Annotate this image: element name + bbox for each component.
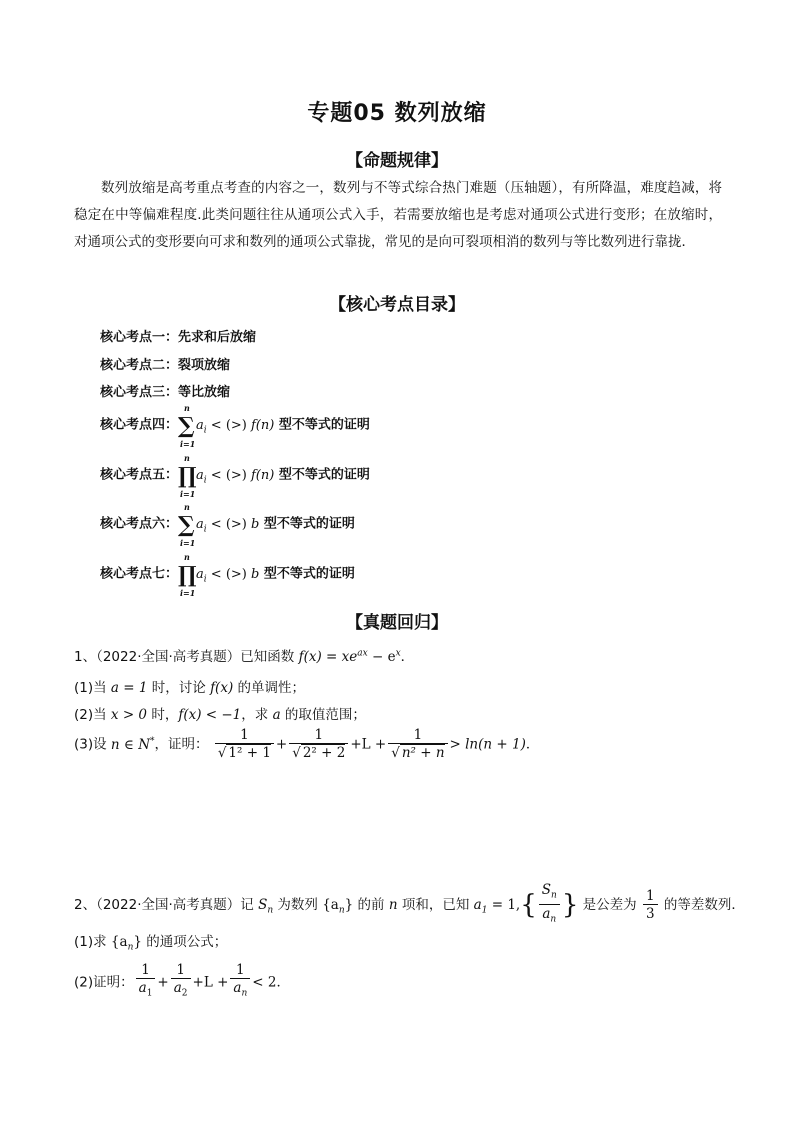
sum-symbol: ∑ — [178, 413, 195, 439]
toc-text: 等比放缩 — [178, 385, 231, 400]
toc-text: 型不等式的证明 — [259, 566, 355, 582]
sum-symbol: ∑ — [178, 512, 195, 538]
toc-heading: 【核心考点目录】 — [329, 295, 465, 315]
real-heading: 【真题回归】 — [346, 613, 448, 633]
toc-text: 型不等式的证明 — [274, 467, 370, 483]
toc-label: 核心考点六： — [100, 516, 179, 532]
rule-heading: 【命题规律】 — [346, 151, 448, 171]
page-title: 专题05 数列放缩 — [307, 101, 487, 126]
toc-label: 核心考点五： — [100, 467, 179, 483]
toc-item-7: 核心考点七： n ∏ i=1 $a_i$ < (>) b 型不等式的证明 — [100, 552, 355, 598]
problem-2-stem: 2、（2022·全国·高考真题）记 $S_n$ 为数列 $\{a_n\}$ 的前 n 项和，已知 $a_1 = 1$,{ $\frac{S_n}{a_n}$ } 是公差为 $\frac{1}{3}$ 的等差数列． — [74, 882, 745, 925]
toc-text: 型不等式的证明 — [274, 417, 370, 433]
toc-item-2 — [100, 354, 230, 373]
toc-text: 先求和后放缩 — [178, 330, 257, 345]
toc-item-5: 核心考点五： n ∏ i=1 $a_i$ < (>) f(n) 型不等式的证明 — [100, 453, 370, 499]
toc-item-4: 核心考点四： n ∑ i=1 $a_i$ < (>) f(n) 型不等式的证明 — [100, 403, 370, 449]
problem-1-part-3: (3)设 n ∈ N*，证明： $\frac{1}{\text{√ 1² + 1}}$ + $\frac{1}{\text{√ 2² + 2}}$ +L + $\frac{1}{\text{√ n² + n}}$ > ln(n + 1)． — [74, 727, 540, 761]
problem-1-stem: 1、（2022·全国·高考真题）已知函数 $f(x) = xe^{ax} - e^x$． — [74, 648, 415, 665]
problem-2-part-1: (1)求 $\{a_n\}$ 的通项公式； — [74, 934, 228, 953]
toc-label: 核心考点四： — [100, 417, 179, 433]
toc-item-6: 核心考点六： n ∑ i=1 $a_i$ < (>) b 型不等式的证明 — [100, 502, 355, 548]
toc-text: 型不等式的证明 — [259, 516, 355, 532]
toc-item-3 — [100, 381, 230, 400]
toc-label: 核心考点三： — [100, 385, 179, 400]
rule-paragraph: 数列放缩是高考重点考查的内容之一，数列与不等式综合热门难题（压轴题），有所降温，难度趋减，将稳定在中等偏难程度.此类问题往往从通项公式入手，若需要放缩也是考虑对通项公式进行变形；在放缩时，对通项公式的变形要向可求和数列的通项公式靠拢，常见的是向可裂项相消的数列与等比数列进行靠拢． — [74, 180, 722, 250]
problem-1-part-1: (1)当 a = 1 时，讨论 f(x) 的单调性； — [74, 680, 306, 696]
product-symbol: ∏ — [178, 562, 197, 588]
problem-1-part-2: (2)当 x > 0 时，f(x) < −1，求 a 的取值范围； — [74, 707, 366, 723]
toc-label: 核心考点二： — [100, 358, 179, 373]
toc-label: 核心考点七： — [100, 566, 179, 582]
toc-text: 裂项放缩 — [178, 358, 231, 373]
toc-item-1 — [100, 326, 256, 345]
problem-2-part-2: (2)证明： $\frac{1}{a_1}$ + $\frac{1}{a_2}$ +L + $\frac{1}{a_n}$ < 2． — [74, 962, 290, 999]
product-symbol: ∏ — [178, 463, 197, 489]
toc-label: 核心考点一： — [100, 330, 179, 345]
